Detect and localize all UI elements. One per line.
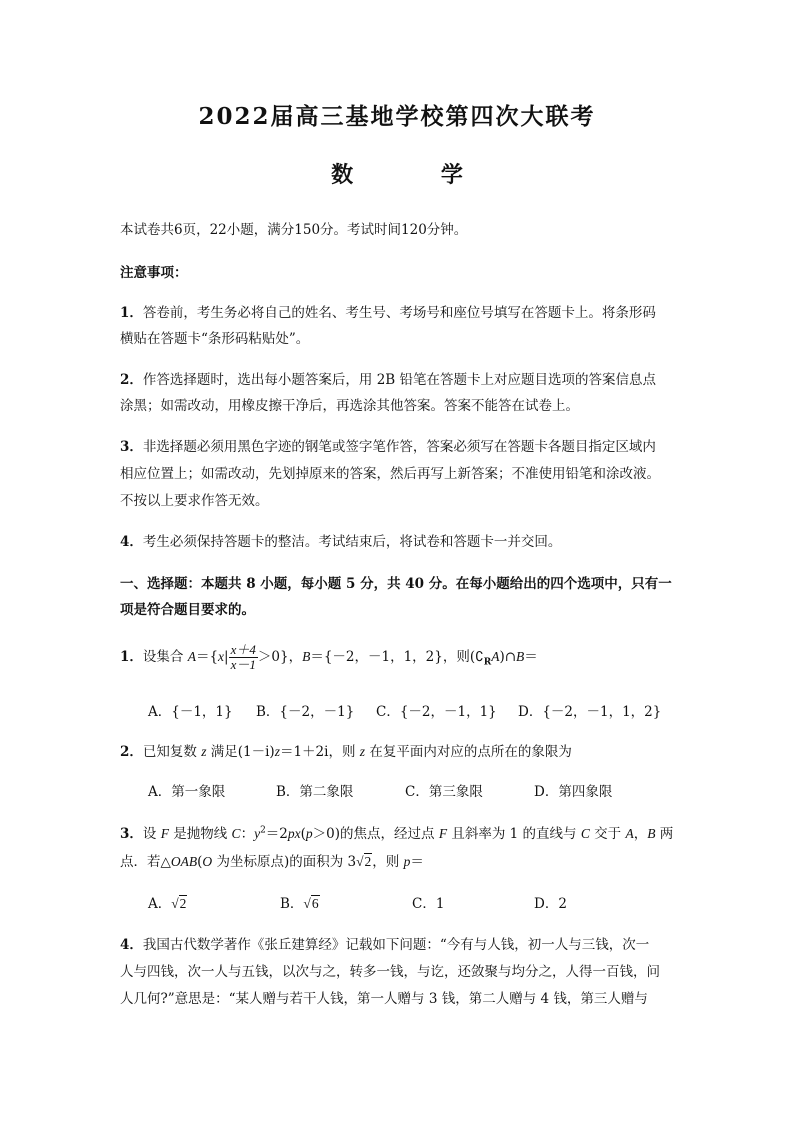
q1-text: )∩ <box>499 649 517 665</box>
q2-var-z: z <box>201 744 207 759</box>
q1-text: ＝{－2，－1，1，2}，则(∁ <box>310 649 484 665</box>
q1-text: ＝{ <box>195 649 219 665</box>
q3-option-c: C．1 <box>412 896 445 912</box>
q1-var-B: B <box>516 649 525 664</box>
q3-var-OAB: OAB <box>170 854 198 869</box>
q2-var-z: z <box>359 744 366 759</box>
question-4-number: 4． <box>120 937 143 953</box>
section-1-heading-line-1: 一、选择题：本题共 8 小题，每小题 5 分，共 40 分。在每小题给出的四个选项中，只有一 <box>120 576 672 592</box>
question-1 <box>120 643 538 672</box>
q3-option-b-sqrt: √6 <box>303 896 319 911</box>
q1-text: ＞0}， <box>257 649 303 665</box>
q3-sqrt: √2 <box>356 854 372 869</box>
q2-option-d: D．第四象限 <box>534 784 613 800</box>
q3-text: ， <box>633 826 648 842</box>
notice-heading: 注意事项： <box>120 265 188 281</box>
q3-option-b-radicand: 6 <box>311 896 319 911</box>
q3-option-b-label: B． <box>280 896 304 912</box>
q3-option-a-radicand: 2 <box>179 896 187 911</box>
q1-option-c: C．{－2，－1，1} <box>376 704 497 720</box>
notice-2-text-1: 作答选择题时，选出每小题答案后，用 2B 铅笔在答题卡上对应题目选项的答案信息点 <box>142 372 656 388</box>
q3-text: 设 <box>142 826 161 842</box>
q2-text: 已知复数 <box>142 744 202 760</box>
q3-var-O: O <box>202 854 213 869</box>
q3-var-p: p <box>305 826 313 841</box>
q1-option-a: A．{－1，1} <box>148 704 233 720</box>
question-1-number: 1． <box>120 649 143 665</box>
q2-option-c: C．第三象限 <box>405 784 483 800</box>
exam-intro: 本试卷共6页，22小题，满分150分。考试时间120分钟。 <box>120 222 468 238</box>
q3-var-B: B <box>647 826 656 841</box>
q3-text: 交于 <box>589 826 626 842</box>
q3-text: 且斜率为 1 的直线与 <box>447 826 581 842</box>
q3-text: 点．若△ <box>120 854 171 870</box>
q2-option-b: B．第二象限 <box>276 784 354 800</box>
question-4-line-3: 人几何?”意思是：“某人赠与若干人钱，第一人赠与 3 钱，第二人赠与 4 钱，第三人赠与 <box>120 991 648 1007</box>
notice-3-line-2: 相应位置上；如需改动，先划掉原来的答案，然后再写上新答案；不准使用铅笔和涂改液。 <box>120 466 660 482</box>
question-4-line-2: 人与四钱，次一人与五钱，以次与之，转多一钱，与讫，还敛聚与均分之，人得一百钱，问 <box>120 964 660 980</box>
q3-var-F: F <box>438 826 448 841</box>
notice-2-line-1 <box>120 368 656 388</box>
q3-text: ，则 <box>372 854 404 870</box>
q3-var-y: y <box>254 826 261 841</box>
subject-title: 数 学 <box>331 162 503 188</box>
notice-4-number: 4． <box>120 534 143 550</box>
q2-text: ＝1＋2i，则 <box>279 744 360 760</box>
section-1-heading-line-2: 项是符合题目要求的。 <box>120 602 255 618</box>
q1-option-b: B．{－2，－1} <box>256 704 355 720</box>
notice-1-number: 1． <box>120 305 143 321</box>
question-3-line-2 <box>120 850 424 870</box>
notice-3-line-1 <box>120 435 656 455</box>
q2-option-a: A．第一象限 <box>148 784 226 800</box>
q1-option-d: D．{－2，－1，1，2} <box>518 704 662 720</box>
q3-var-C: C <box>231 826 241 841</box>
q3-option-b <box>280 892 320 912</box>
q1-bar: | <box>224 649 229 665</box>
q1-subscript-R: R <box>483 657 492 668</box>
notice-1-text-1: 答卷前，考生务必将自己的姓名、考生号、考场号和座位号填写在答题卡上。将条形码 <box>142 305 656 321</box>
notice-3-line-3: 不按以上要求作答无效。 <box>120 493 269 509</box>
notice-2-line-2: 涂黑；如需改动，用橡皮擦干净后，再选涂其他答案。答案不能答在试卷上。 <box>120 398 579 414</box>
q3-text: 是抛物线 <box>168 826 232 842</box>
q3-sqrt-radicand: 2 <box>364 854 372 869</box>
notice-1-line-1 <box>120 301 656 321</box>
exam-title: 2022届高三基地学校第四次大联考 <box>198 103 596 130</box>
q3-var-A: A <box>625 826 634 841</box>
q3-text: ( <box>197 854 203 870</box>
q3-option-a-sqrt: √2 <box>171 896 187 911</box>
q2-text: 满足(1－i) <box>206 744 275 760</box>
q1-text: ＝ <box>524 649 538 665</box>
question-3-line-1 <box>120 822 673 842</box>
q3-superscript: 2 <box>260 825 266 836</box>
q3-text: ( <box>300 826 306 842</box>
q3-var-F: F <box>160 826 169 841</box>
question-4-line-1 <box>120 933 649 953</box>
notice-3-text-1: 非选择题必须用黑色字迹的钢笔或签字笔作答，答案必须写在答题卡各题目指定区域内 <box>142 439 656 455</box>
q3-text: 为坐标原点)的面积为 3 <box>212 854 357 870</box>
q1-var-A: A <box>491 649 500 664</box>
question-2 <box>120 740 572 760</box>
notice-4-line-1 <box>120 530 561 550</box>
q3-option-a-label: A． <box>148 896 172 912</box>
q3-option-d: D．2 <box>534 896 567 912</box>
q1-fraction-denominator: x－1 <box>230 657 256 672</box>
q3-text: ＝ <box>410 854 424 870</box>
q3-var-C: C <box>580 826 590 841</box>
q2-text: 在复平面内对应的点所在的象限为 <box>365 744 572 760</box>
q1-var-x: x <box>218 649 225 664</box>
q3-var-p: p <box>403 854 411 869</box>
notice-3-number: 3． <box>120 439 143 455</box>
q1-fraction-numerator: x＋4 <box>230 642 256 657</box>
notice-1-line-2: 横贴在答题卡“条形码粘贴处”。 <box>120 331 310 347</box>
q1-var-B: B <box>302 649 311 664</box>
q3-text: 两 <box>655 826 674 842</box>
notice-2-number: 2． <box>120 372 143 388</box>
q4-text-1: 我国古代数学著作《张丘建算经》记载如下问题：“今有与人钱，初一人与三钱，次一 <box>142 937 650 953</box>
q1-fraction <box>229 643 258 672</box>
question-2-number: 2． <box>120 744 143 760</box>
q3-text: ： <box>240 826 255 842</box>
q3-text: ＝2 <box>265 826 288 842</box>
q3-var-px: px <box>287 826 301 841</box>
question-3-number: 3． <box>120 826 143 842</box>
q1-text: 设集合 <box>142 649 188 665</box>
q3-text: ＞0)的焦点，经过点 <box>312 826 439 842</box>
q2-var-z: z <box>274 744 280 759</box>
q3-option-a <box>148 892 187 912</box>
q1-var-A: A <box>187 649 196 664</box>
notice-4-text-1: 考生必须保持答题卡的整洁。考试结束后，将试卷和答题卡一并交回。 <box>142 534 562 550</box>
